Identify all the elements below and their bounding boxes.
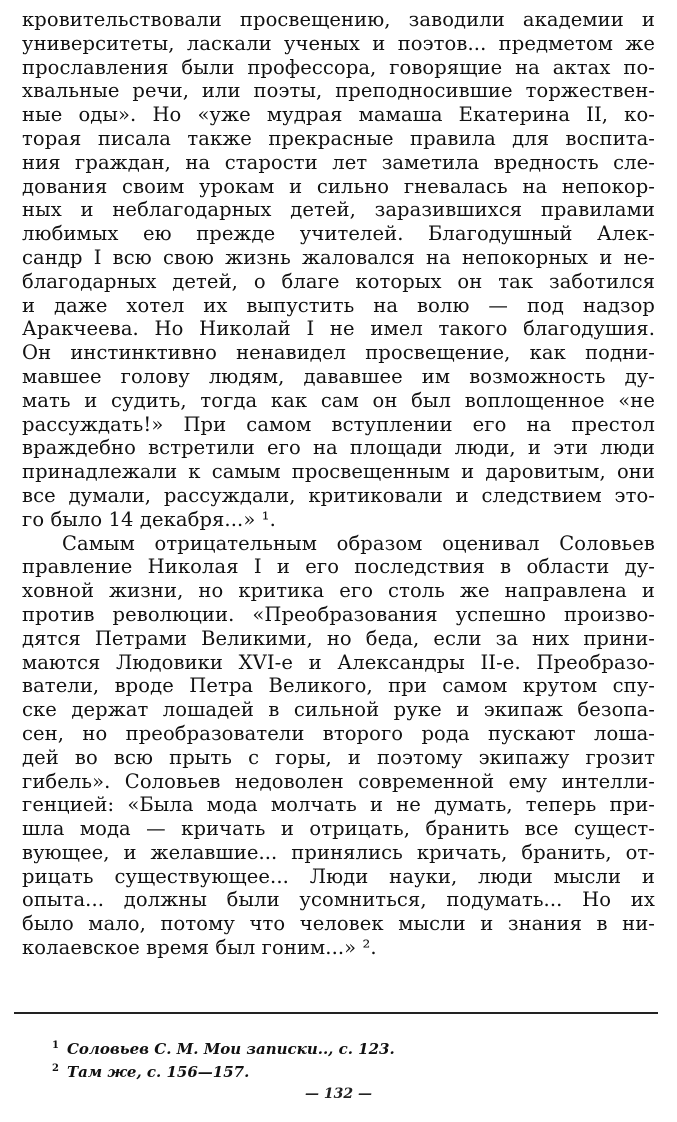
footnote-text: Там же, с. 156—157.: [66, 1063, 250, 1081]
footnote-mark: 1: [52, 1040, 59, 1051]
text-line: дования своим урокам и сильно гневалась на непокор-: [22, 174, 655, 198]
text-line: мать и судить, тогда как сам он был воплощенное «не: [22, 388, 655, 412]
text-line: кровительствовали просвещению, заводили академии и: [22, 8, 655, 31]
text-line: торая писала также прекрасные правила для воспита-: [22, 126, 655, 150]
text-line: было мало, потому что человек мысли и знания в ни-: [22, 912, 655, 936]
text-line: сандр I всю свою жизнь жаловался на непокорных и не-: [22, 245, 655, 269]
text-line: го было 14 декабря...» ¹.: [22, 507, 276, 531]
text-line: ных и неблагодарных детей, заразившихся правилами: [22, 198, 655, 222]
text-line: прославления были профессора, говорящие на актах по-: [22, 55, 655, 79]
text-line: против революции. «Преобразования успешно произво-: [22, 602, 655, 626]
footnote-mark: 2: [52, 1063, 59, 1074]
text-line: Аракчеева. Но Николай I не имел такого благодушия.: [22, 317, 655, 341]
text-line: ховной жизни, но критика его столь же направлена и: [22, 579, 655, 603]
footnote-1: [52, 1036, 632, 1059]
text-line: колаевское время был гоним...» ².: [22, 936, 377, 960]
text-line: ватели, вроде Петра Великого, при самом крутом спу-: [22, 674, 655, 698]
text-line: сен, но преобразователи второго рода пускают лоша-: [22, 721, 655, 745]
text-line: дятся Петрами Великими, но беда, если за них прини-: [22, 626, 655, 650]
text-line: дей во всю прыть с горы, и поэтому экипажу грозит: [22, 745, 655, 769]
text-line: опыта... должны были усомниться, подумать... Но их: [22, 888, 655, 912]
footnotes: [52, 1036, 632, 1082]
text-line: враждебно встретили его на площади люди, и эти люди: [22, 436, 655, 460]
text-line: правление Николая I и его последствия в области ду-: [22, 555, 655, 579]
text-line: гибель». Соловьев недоволен современной ему интелли-: [22, 769, 655, 793]
text-line: ные оды». Но «уже мудрая мамаша Екатерина II, ко-: [22, 103, 655, 127]
text-line: принадлежали к самым просвещенным и даровитым, они: [22, 460, 655, 484]
paragraph-start-line: Самым отрицательным образом оценивал Соловьев: [62, 531, 655, 555]
text-line: вующее, и желавшие... принялись кричать, бранить, от-: [22, 840, 655, 864]
footnote-2: [52, 1059, 632, 1082]
text-line: рассуждать!» При самом вступлении его на престол: [22, 412, 655, 436]
footnote-divider: [14, 1012, 658, 1014]
text-line: шла мода — кричать и отрицать, бранить все сущест-: [22, 817, 655, 841]
page-body: [22, 8, 655, 960]
page-number: — 132 —: [305, 1086, 372, 1102]
footnote-text: Соловьев С. М. Мои записки.., с. 123.: [66, 1040, 395, 1058]
text-line: и даже хотел их выпустить на волю — под надзор: [22, 293, 655, 317]
text-line: генцией: «Была мода молчать и не думать, теперь при-: [22, 793, 655, 817]
text-line: ния граждан, на старости лет заметила вредность сле-: [22, 150, 655, 174]
text-line: ске держат лошадей в сильной руке и экипаж безопа-: [22, 698, 655, 722]
text-line: рицать существующее... Люди науки, люди мысли и: [22, 864, 655, 888]
text-line: университеты, ласкали ученых и поэтов... предметом же: [22, 31, 655, 55]
text-line: любимых ею прежде учителей. Благодушный Алек-: [22, 222, 655, 246]
text-line: мавшее голову людям, дававшее им возможность ду-: [22, 364, 655, 388]
text-line: хвальные речи, или поэты, преподносившие торжествен-: [22, 79, 655, 103]
text-line: благодарных детей, о благе которых он так заботился: [22, 269, 655, 293]
text-line: маются Людовики XVI-е и Александры II-е. Преобразо-: [22, 650, 655, 674]
text-line: Он инстинктивно ненавидел просвещение, как подни-: [22, 341, 655, 365]
text-line: все думали, рассуждали, критиковали и следствием это-: [22, 483, 655, 507]
